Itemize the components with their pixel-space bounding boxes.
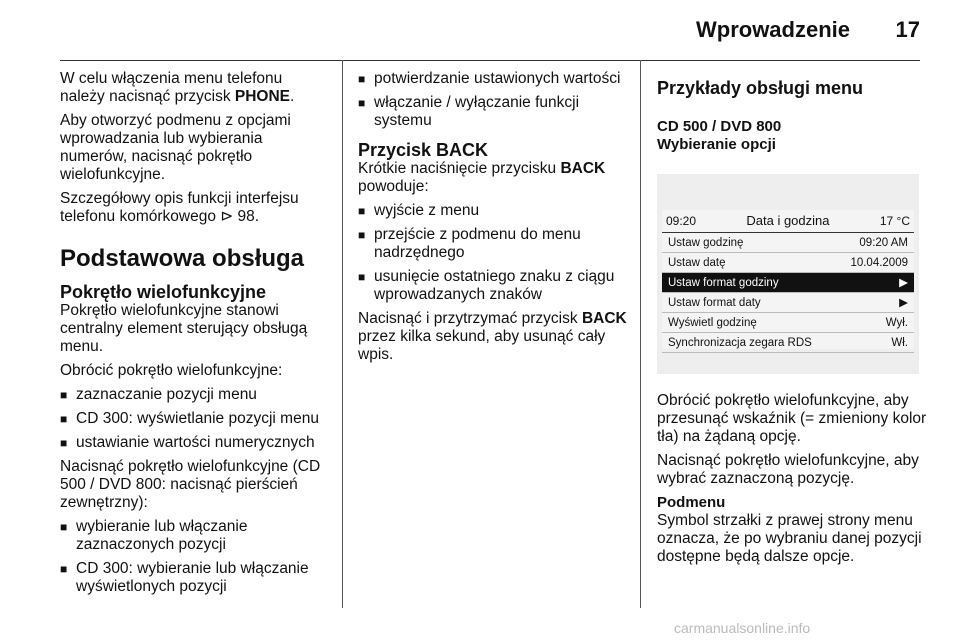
- page-header: [60, 0, 920, 61]
- paragraph: Obrócić pokrętło wielofunkcyjne, aby przesunąć wskaźnik (= zmieniony kolor tła) na żądaną opcję.: [657, 392, 927, 445]
- paragraph: Nacisnąć pokrętło wielofunkcyjne, aby wybrać zaznaczoną pozycję.: [657, 452, 919, 487]
- list-item: ■ potwierdzanie ustawionych wartości: [358, 70, 633, 88]
- bullet-list: [60, 518, 330, 596]
- column-divider: [640, 60, 641, 608]
- section-heading: Podstawowa obsługa: [60, 245, 305, 272]
- column-1: [60, 70, 330, 602]
- list-item: ■ włączanie / wyłączanie funkcji systemu: [358, 94, 633, 130]
- model-heading: CD 500 / DVD 800: [657, 118, 782, 135]
- subsection-heading: Przykłady obsługi menu: [657, 78, 864, 98]
- paragraph: W celu włączenia menu telefonu należy nacisnąć przycisk PHONE.: [60, 70, 295, 105]
- list-item: ■ zaznaczanie pozycji menu: [60, 386, 330, 404]
- subsection-heading: Pokrętło wielofunkcyjne: [60, 282, 267, 302]
- lcd-header: [662, 210, 914, 233]
- page-title: Wprowadzenie: [695, 17, 850, 42]
- paragraph: Symbol strzałki z prawej strony menu oznacza, że po wybraniu danej pozycji dostępne będą dalsze opcje.: [657, 512, 922, 565]
- list-item: ■ wyjście z menu: [358, 202, 633, 220]
- column-3: [657, 70, 927, 572]
- list-item: ■ usunięcie ostatniego znaku z ciągu wprowadzanych znaków: [358, 268, 633, 304]
- lcd-temperature: 17 °C: [879, 214, 910, 228]
- lcd-menu: [662, 233, 914, 353]
- lcd-title: Data i godzina: [746, 213, 830, 228]
- display-screenshot: [657, 174, 919, 374]
- column-2: [358, 70, 633, 370]
- paragraph: Nacisnąć i przytrzymać przycisk BACK przez kilka sekund, aby usunąć cały wpis.: [358, 310, 627, 363]
- bullet-list: [358, 202, 633, 304]
- lcd-row: Ustaw datę 10.04.2009: [662, 253, 914, 273]
- paragraph: Szczegółowy opis funkcji interfejsu telefonu komórkowego ⊳ 98.: [60, 190, 299, 225]
- list-item: ■ wybieranie lub włączanie zaznaczonych pozycji: [60, 518, 330, 554]
- subsection-heading: Przycisk BACK: [358, 140, 489, 160]
- column-divider: [342, 60, 343, 608]
- paragraph: Obrócić pokrętło wielofunkcyjne:: [60, 362, 283, 379]
- list-item: ■ CD 300: wybieranie lub włączanie wyświetlonych pozycji: [60, 560, 330, 596]
- list-item: ■ CD 300: wyświetlanie pozycji menu: [60, 410, 330, 428]
- lcd-row: Ustaw format daty ▶: [662, 293, 914, 313]
- watermark: carmanualsonline.info: [674, 620, 811, 636]
- bullet-list: [60, 386, 330, 452]
- paragraph: Aby otworzyć podmenu z opcjami wprowadzania lub wybierania numerów, nacisnąć pokrętło wielofunkcyjne.: [60, 112, 291, 183]
- lcd-row: Wyświetl godzinę Wył.: [662, 313, 914, 333]
- lcd-row: Ustaw godzinę 09:20 AM: [662, 233, 914, 253]
- list-item: ■ ustawianie wartości numerycznych: [60, 434, 330, 452]
- page-number: 17: [895, 17, 920, 42]
- sub-heading: Wybieranie opcji: [657, 136, 776, 153]
- sub-heading: Podmenu: [657, 494, 726, 511]
- lcd-time: 09:20: [666, 214, 697, 228]
- paragraph: Nacisnąć pokrętło wielofunkcyjne (CD 500 / DVD 800: nacisnąć pierścień zewnętrzny):: [60, 458, 321, 511]
- paragraph: Pokrętło wielofunkcyjne stanowi centralny element sterujący obsługą menu.: [60, 302, 308, 355]
- lcd-row: Synchronizacja zegara RDS Wł.: [662, 333, 914, 353]
- list-item: ■ przejście z podmenu do menu nadrzędnego: [358, 226, 633, 262]
- paragraph: Krótkie naciśnięcie przycisku BACK powoduje:: [358, 160, 606, 195]
- bullet-list: [358, 70, 633, 130]
- lcd-row-selected: Ustaw format godziny ▶: [662, 273, 914, 293]
